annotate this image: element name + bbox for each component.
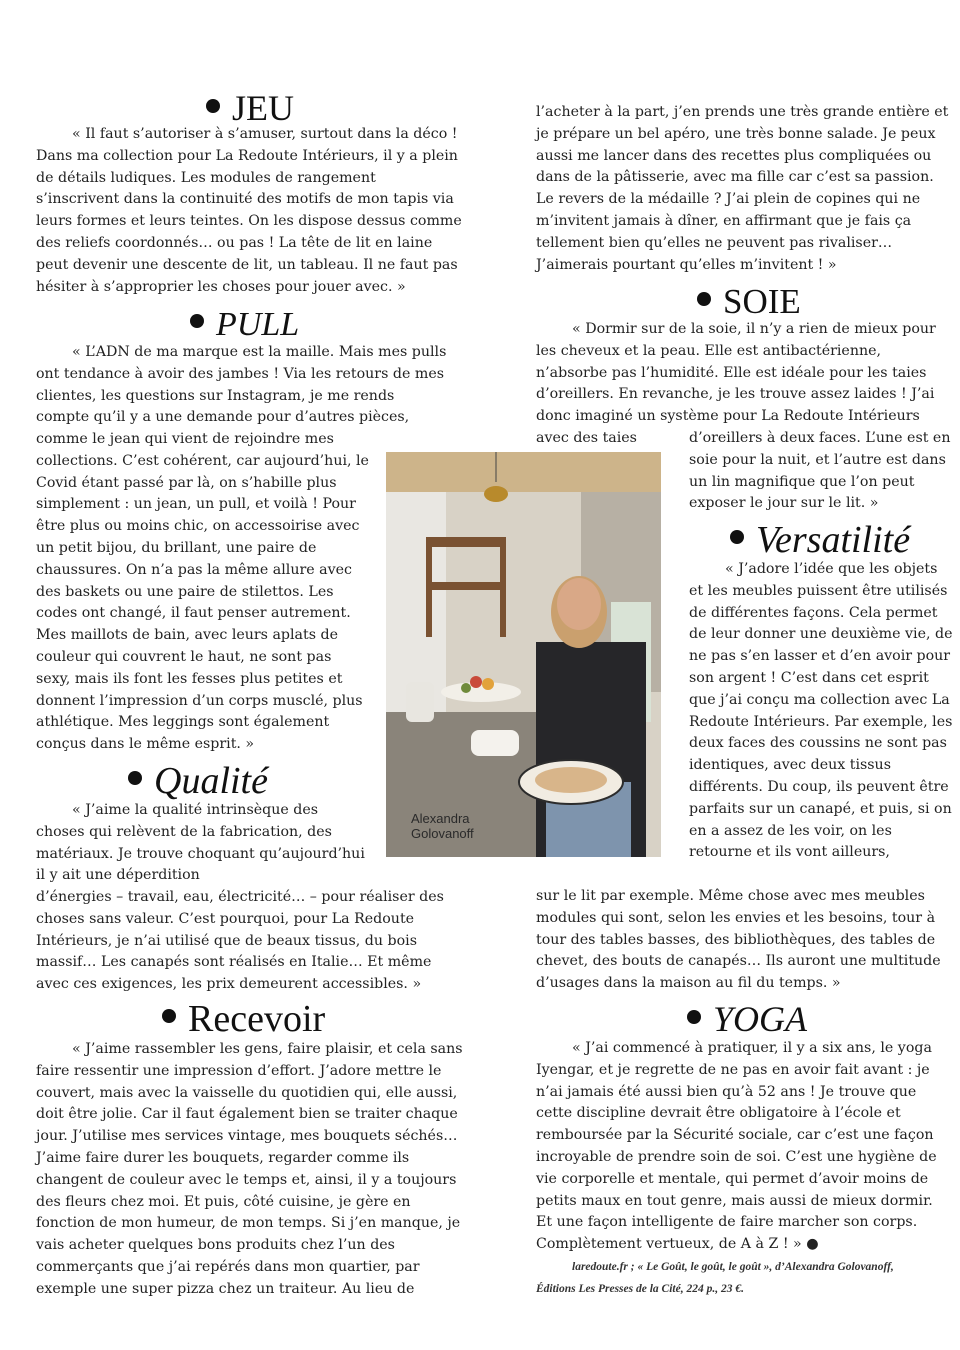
text-versatilite-wrap: « J’adore l’idée que les objets et les meubles puissent être utilisés de différentes façons. Cela permet de leur donner une deuxième vie, de ne pas s’en lasser et d’en avoir pour son argent ! C’est dans cet esprit que j’ai conçu ma collection avec La Redoute Intérieurs. Par exemple, les deux faces des coussins ne sont pas identiques, avec deux tissus différents. Du coup, ils peuvent être parfaits sur un canapé, et puis, si on en a assez de les voir, on les retourne et ils vont ailleurs, xyxy=(689,561,953,861)
heading-soie: SOIE xyxy=(697,284,801,319)
text-pull-wrap: comme le jean qui vient de rejoindre mes collections. C’est cohérent, car aujourd’hui, le Covid étant passé par là, on s’habille plus simplement : un jean, un pull, et voilà ! Pour être plus ou moins chic, on accessoirise avec un petit bijou, du brillant, une paire de chaussures. On n’a pas la même allure avec des baskets ou une paire de stilettos. Les codes ont changé, il faut penser autrement. Mes maillots de bain, avec leurs aplats de couleur qui couvrent le haut, ne sont pas sexy, mais ils font les fesses plus petites et donnent l’impression d’un corps musclé, plus athlétique. Mes leggings sont également conçus dans le même esprit. » xyxy=(36,431,369,753)
photo-caption: Alexandra Golovanoff xyxy=(411,811,474,841)
text-jeu: « Il faut s’autoriser à s’amuser, surtout dans la déco ! Dans ma collection pour La Redoute Intérieurs, il y a plein de détails ludiques. Les modules de rangement s’inscrivent dans la continuité des motifs de mon tapis via leurs formes et leurs teintes. On les dispose dessus comme des reliefs coordonnés… ou pas ! La tête de lit en laine peut devenir une descente de lit, un tableau. Il ne faut pas hésiter à s’approprier les choses pour jouer avec. » xyxy=(36,126,462,295)
kitchen-portrait-illustration xyxy=(386,452,661,857)
text-qualite-wrap: « J’aime la qualité intrinsèque des choses qui relèvent de la fabrication, des matériaux. Je trouve choquant qu’aujourd’hui il y ait une déperdition xyxy=(36,802,365,884)
heading-pull: PULL xyxy=(190,308,299,342)
bullet-icon xyxy=(162,1009,176,1023)
text-soie-wrap: d’oreillers à deux faces. L’une est en soie pour la nuit, et l’autre est dans un lin magnifique que l’on peut exposer le jour sur le lit. » xyxy=(689,430,951,512)
bullet-icon xyxy=(190,314,204,328)
bullet-icon xyxy=(730,530,744,544)
bullet-icon xyxy=(206,99,220,113)
heading-versatilite: Versatilité xyxy=(730,521,910,559)
credit-line-1: laredoute.fr ; « Le Goût, le goût, le goût », d’Alexandra Golovanoff, xyxy=(572,1261,894,1273)
text-versatilite-full: sur le lit par exemple. Même chose avec mes meubles modules qui sont, selon les envies et les besoins, tour à tour des tables basses, des bibliothèques, des tables de chevet, des bouts de canapés… Ils auront une multitude d’usages dans la maison au fil du temps. » xyxy=(536,888,941,992)
portrait-photo xyxy=(386,452,661,857)
bullet-icon xyxy=(128,771,142,785)
heading-jeu: JEU xyxy=(206,90,294,126)
bullet-icon xyxy=(697,292,711,306)
text-pull-top: « L’ADN de ma marque est la maille. Mais mes pulls ont tendance à avoir des jambes ! Via les retours de mes clientes, les questions sur Instagram, je me rends compte qu’il y a une demande pour d’autres pièces, xyxy=(36,344,447,426)
heading-recevoir: Recevoir xyxy=(162,1000,325,1038)
bullet-icon xyxy=(687,1010,701,1024)
text-soie-top: « Dormir sur de la soie, il n’y a rien de mieux pour les cheveux et la peau. Elle est antibactérienne, n’absorbe pas l’humidité. Elle est idéale pour les taies d’oreillers. En revanche, je les trouve assez laides ! J’ai donc imaginé un système pour La Redoute Intérieurs avec des taies xyxy=(536,321,936,446)
text-recevoir-cont: l’acheter à la part, j’en prends une très grande entière et je prépare un bel apéro, une très bonne salade. Je peux aussi me lancer dans des recettes plus compliquées ou dans de la pâtisserie, avec ma fille car c’est sa passion. Le revers de la médaille ? J’ai plein de copines qui ne m’invitent jamais à dîner, en affirmant que je fais ça tellement bien qu’elles ne peuvent pas rivaliser… J’aimerais pourtant qu’elles m’invitent ! » xyxy=(536,104,949,273)
credit-line-2: Éditions Les Presses de la Cité, 224 p., 23 €. xyxy=(536,1283,744,1295)
heading-yoga: YOGA xyxy=(687,1001,807,1037)
text-recevoir: « J’aime rassembler les gens, faire plaisir, et cela sans faire ressentir une impression d’effort. J’adore mettre le couvert, mais avec la vaisselle du quotidien qui, elle aussi, doit être jolie. Car il faut également bien se traiter chaque jour. J’utilise mes services vintage, mes bouquets séchés… J’aime faire durer les bouquets, regarder comme ils changent de couleur avec le temps et, ainsi, il y a toujours des fleurs chez moi. Et puis, côté cuisine, je gère en fonction de mon humeur, de mon temps. Si j’en manque, je vais acheter quelques bons produits chez l’un des commerçants que j’ai repérés dans mon quartier, par exemple une super pizza chez un traiteur. Au lieu de xyxy=(36,1041,463,1297)
text-qualite-full: d’énergies – travail, eau, électricité… – pour réaliser des choses sans valeur. C’est pourquoi, pour La Redoute Intérieurs, je n’ai utilisé que de beaux tissus, du bois massif… Les canapés sont réalisés en Italie… Et même avec ces exigences, les prix demeurent accessibles. » xyxy=(36,889,444,993)
text-yoga: « J’ai commencé à pratiquer, il y a six ans, le yoga Iyengar, et je regrette de ne pas en avoir fait avant : je n’ai jamais été aussi bien qu’à 52 ans ! Je trouve que cette discipline devrait être obligatoire à l’école et remboursée par la Sécurité sociale, car c’est une façon incroyable de prendre soin de soi. C’est une hygiène de vie corporelle et mentale, qui permet d’avoir moins de petits maux en tout genre, mais aussi de mieux dormir. Et une façon intelligente de faire marcher son corps. Complètement vertueux, de A à Z ! » ● xyxy=(536,1040,937,1253)
heading-qualite: Qualité xyxy=(128,762,268,800)
